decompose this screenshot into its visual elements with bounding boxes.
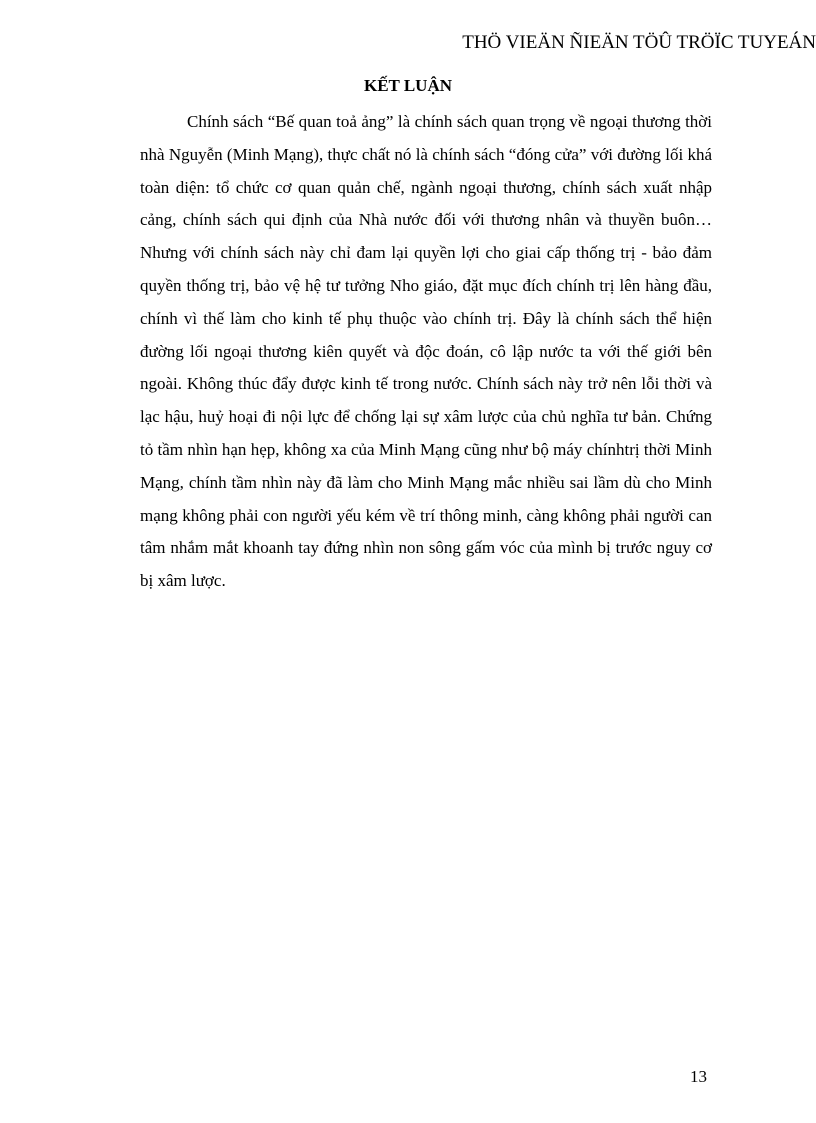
page-number: 13: [690, 1067, 707, 1086]
page-title: KẾT LUẬN: [363, 76, 452, 95]
header-watermark: THÖ VIEÄN ÑIEÄN TÖÛ TRÖÏC TUYEÁN: [462, 32, 816, 53]
body-paragraph: Chính sách “Bế quan toả ảng” là chính sách quan trọng về ngoại thương thời nhà Nguyễn (Minh Mạng), thực chất nó là chính sách “đóng cửa” với đường lối khá toàn diện: tổ chức cơ quan quản chế, ngành ngoại thương, chính sách xuất nhập cảng, chính sách qui định của Nhà nước đối với thương nhân và thuyền buôn… Nhưng với chính sách này chỉ đam lại quyền lợi cho giai cấp thống trị - bảo đảm quyền thống trị, bảo vệ hệ tư tưởng Nho giáo, đặt mục đích chính trị lên hàng đầu, chính vì thế làm cho kinh tế phụ thuộc vào chính trị. Đây là chính sách thể hiện đường lối ngoại thương kiên quyết và độc đoán, cô lập nước ta với thế giới bên ngoài. Không thúc đẩy được kinh tế trong nước. Chính sách này trở nên lỗi thời và lạc hậu, huỷ hoại đi nội lực để chống lại sự xâm lược của chủ nghĩa tư bản. Chứng tỏ tầm nhìn hạn hẹp, không xa của Minh Mạng cũng như bộ máy chínhtrị thời Minh Mạng, chính tầm nhìn này đã làm cho Minh Mạng mắc nhiều sai lầm dù cho Minh mạng không phải con người yếu kém về trí thông minh, càng không phải người can tâm nhắm mắt khoanh tay đứng nhìn non sông gấm vóc của mình bị trước nguy cơ bị xâm lược.: [140, 112, 712, 591]
